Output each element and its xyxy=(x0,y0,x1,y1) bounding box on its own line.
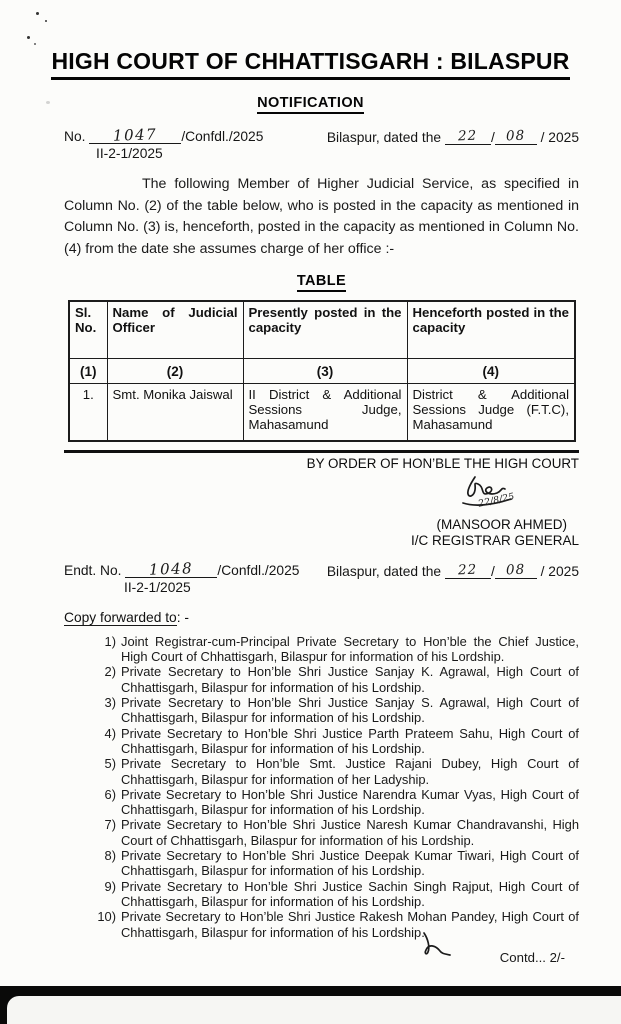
list-item xyxy=(64,634,579,665)
endorsement-number xyxy=(64,559,300,595)
body-paragraph: The following Member of Higher Judicial Service, as specified in Column No. (2) of the table below, who is posted in the capacity as mentioned in Column No. (3) is, henceforth, posted in the capacity as mentioned in Column No. (4) from the date she assumes charge of her office :- xyxy=(64,176,579,257)
list-item-number: 4) xyxy=(104,725,116,741)
list-item-number: 8) xyxy=(104,848,116,864)
list-item xyxy=(64,787,579,818)
list-item-text: Private Secretary to Hon’ble Shri Justice Naresh Kumar Chandravanshi, High Court of Chhattisgarh, Bilaspur for information of his Lordship. xyxy=(121,817,579,848)
cell-henceforth-capacity: District & Additional Sessions Judge (F.T.C), Mahasamund xyxy=(407,384,575,442)
table-heading: TABLE xyxy=(64,272,579,292)
scan-speck xyxy=(34,43,36,45)
endorsement-code: II-2-1/2025 xyxy=(124,579,191,595)
col-num-4: (4) xyxy=(407,359,575,384)
date-prefix: Bilaspur, dated the xyxy=(326,130,442,145)
signature-scribble-icon xyxy=(423,473,533,517)
date-year: / 2025 xyxy=(540,130,579,145)
reference-number xyxy=(64,125,264,161)
column-number-row xyxy=(69,359,575,384)
signature-date-note: 22/8/25 xyxy=(477,491,516,510)
col-num-2: (2) xyxy=(107,359,243,384)
posting-table xyxy=(68,300,576,442)
table-row xyxy=(69,384,575,442)
endt-date-year: / 2025 xyxy=(540,563,579,579)
by-order-line: BY ORDER OF HON’BLE THE HIGH COURT xyxy=(306,455,579,471)
handwritten-number: 1047 xyxy=(112,125,158,145)
reference-code: II-2-1/2025 xyxy=(96,146,163,161)
date-separator: / xyxy=(490,130,495,145)
header-name: Name of Judicial Officer xyxy=(107,301,243,359)
next-page-corner xyxy=(7,996,621,1024)
list-item-number: 10) xyxy=(97,909,116,925)
reference-row xyxy=(64,125,579,161)
list-item-text: Private Secretary to Hon’ble Shri Justice Sanjay K. Agrawal, High Court of Chhattisgarh, Bilaspur for information of his Lordship. xyxy=(121,664,579,695)
endt-suffix: /Confdl./2025 xyxy=(217,562,300,578)
endt-date-prefix: Bilaspur, dated the xyxy=(326,563,442,579)
handwritten-day: 22 xyxy=(458,127,478,145)
handwritten-month: 08 xyxy=(505,127,526,145)
header-sl-no: Sl. No. xyxy=(69,301,107,359)
date-day-blank xyxy=(445,128,491,145)
page-title xyxy=(0,48,621,80)
list-item-text: Private Secretary to Hon’ble Shri Justice Rakesh Mohan Pandey, High Court of Chhattisgarh, Bilaspur for information of his Lordship. xyxy=(121,909,579,940)
list-item xyxy=(64,695,579,726)
list-item-number: 7) xyxy=(104,817,116,833)
date-month-blank xyxy=(495,128,537,145)
list-item-number: 3) xyxy=(104,695,116,711)
list-item-text: Private Secretary to Hon’ble Shri Justice Parth Prateem Sahu, High Court of Chhattisgarh, Bilaspur for information of his Lordship. xyxy=(121,725,579,756)
footer-row xyxy=(64,942,579,978)
list-item xyxy=(64,879,579,910)
endorsement-row xyxy=(64,559,579,595)
scan-speck xyxy=(36,12,39,15)
endt-date-separator: / xyxy=(490,563,495,579)
header-present: Presently posted in the capacity xyxy=(243,301,407,359)
court-name: HIGH COURT OF CHHATTISGARH : BILASPUR xyxy=(51,48,569,80)
table-header-row xyxy=(69,301,575,359)
list-item-number: 6) xyxy=(104,786,116,802)
horizontal-rule xyxy=(64,450,579,453)
signature-block xyxy=(393,471,543,517)
reference-date xyxy=(327,128,579,145)
cell-sl: 1. xyxy=(69,384,107,442)
endorsement-number-blank xyxy=(125,559,217,579)
list-item xyxy=(64,664,579,695)
list-item-number: 1) xyxy=(104,633,116,649)
list-item-text: Joint Registrar-cum-Principal Private Secretary to Hon’ble the Chief Justice, High Court of Chhattisgarh, Bilaspur for information of his Lordship. xyxy=(121,633,579,665)
list-item-text: Private Secretary to Hon’ble Shri Justice Sanjay S. Agrawal, High Court of Chhattisgarh, Bilaspur for information of his Lordship. xyxy=(121,695,579,726)
copy-forwarded-list xyxy=(64,634,579,940)
cell-present-capacity: II District & Additional Sessions Judge, Mahasamund xyxy=(243,384,407,442)
handwritten-endt-month: 08 xyxy=(505,561,526,579)
col-num-3: (3) xyxy=(243,359,407,384)
header-henceforth: Henceforth posted in the capacity xyxy=(407,301,575,359)
list-item-text: Private Secretary to Hon’ble Shri Justice Sachin Singh Rajput, High Court of Chhattisgarh, Bilaspur for information of his Lordship. xyxy=(121,878,579,909)
list-item xyxy=(64,848,579,879)
list-item xyxy=(64,817,579,848)
reference-number-blank xyxy=(89,125,181,145)
signatory-designation: I/C REGISTRAR GENERAL xyxy=(410,532,579,548)
signatory-name: (MANSOOR AHMED) xyxy=(436,516,567,532)
endt-month-blank xyxy=(495,562,537,579)
notification-heading: NOTIFICATION xyxy=(0,94,621,114)
cell-officer-name: Smt. Monika Jaiswal xyxy=(107,384,243,442)
list-item xyxy=(64,909,579,940)
no-suffix: /Confdl./2025 xyxy=(181,129,264,144)
list-item-text: Private Secretary to Hon’ble Shri Justice Deepak Kumar Tiwari, High Court of Chhattisgarh, Bilaspur for information of his Lordship. xyxy=(121,848,579,879)
contd-note: Contd... 2/- xyxy=(499,949,565,965)
initials-scribble-icon xyxy=(416,930,452,960)
col-num-1: (1) xyxy=(69,359,107,384)
list-item-number: 9) xyxy=(104,878,116,894)
handwritten-endt-day: 22 xyxy=(458,561,478,579)
list-item-text: Private Secretary to Hon’ble Shri Justice Narendra Kumar Vyas, High Court of Chhattisgarh, Bilaspur for information of his Lordship. xyxy=(121,786,579,818)
list-item-text: Private Secretary to Hon’ble Smt. Justice Rajani Dubey, High Court of Chhattisgarh, Bilaspur for information of her Ladyship. xyxy=(121,756,579,787)
copy-forwarded-label: Copy forwarded to: - xyxy=(64,609,189,625)
scan-speck xyxy=(27,36,30,39)
handwritten-endt-number: 1048 xyxy=(148,559,194,579)
list-item xyxy=(64,726,579,757)
endt-label: Endt. No. xyxy=(64,562,122,578)
endt-day-blank xyxy=(445,562,491,579)
list-item-number: 5) xyxy=(104,756,116,772)
no-label: No. xyxy=(64,129,86,144)
scan-speck xyxy=(46,101,50,104)
scan-speck xyxy=(45,20,47,22)
list-item-number: 2) xyxy=(104,664,116,680)
endorsement-date xyxy=(327,562,579,579)
list-item xyxy=(64,756,579,787)
